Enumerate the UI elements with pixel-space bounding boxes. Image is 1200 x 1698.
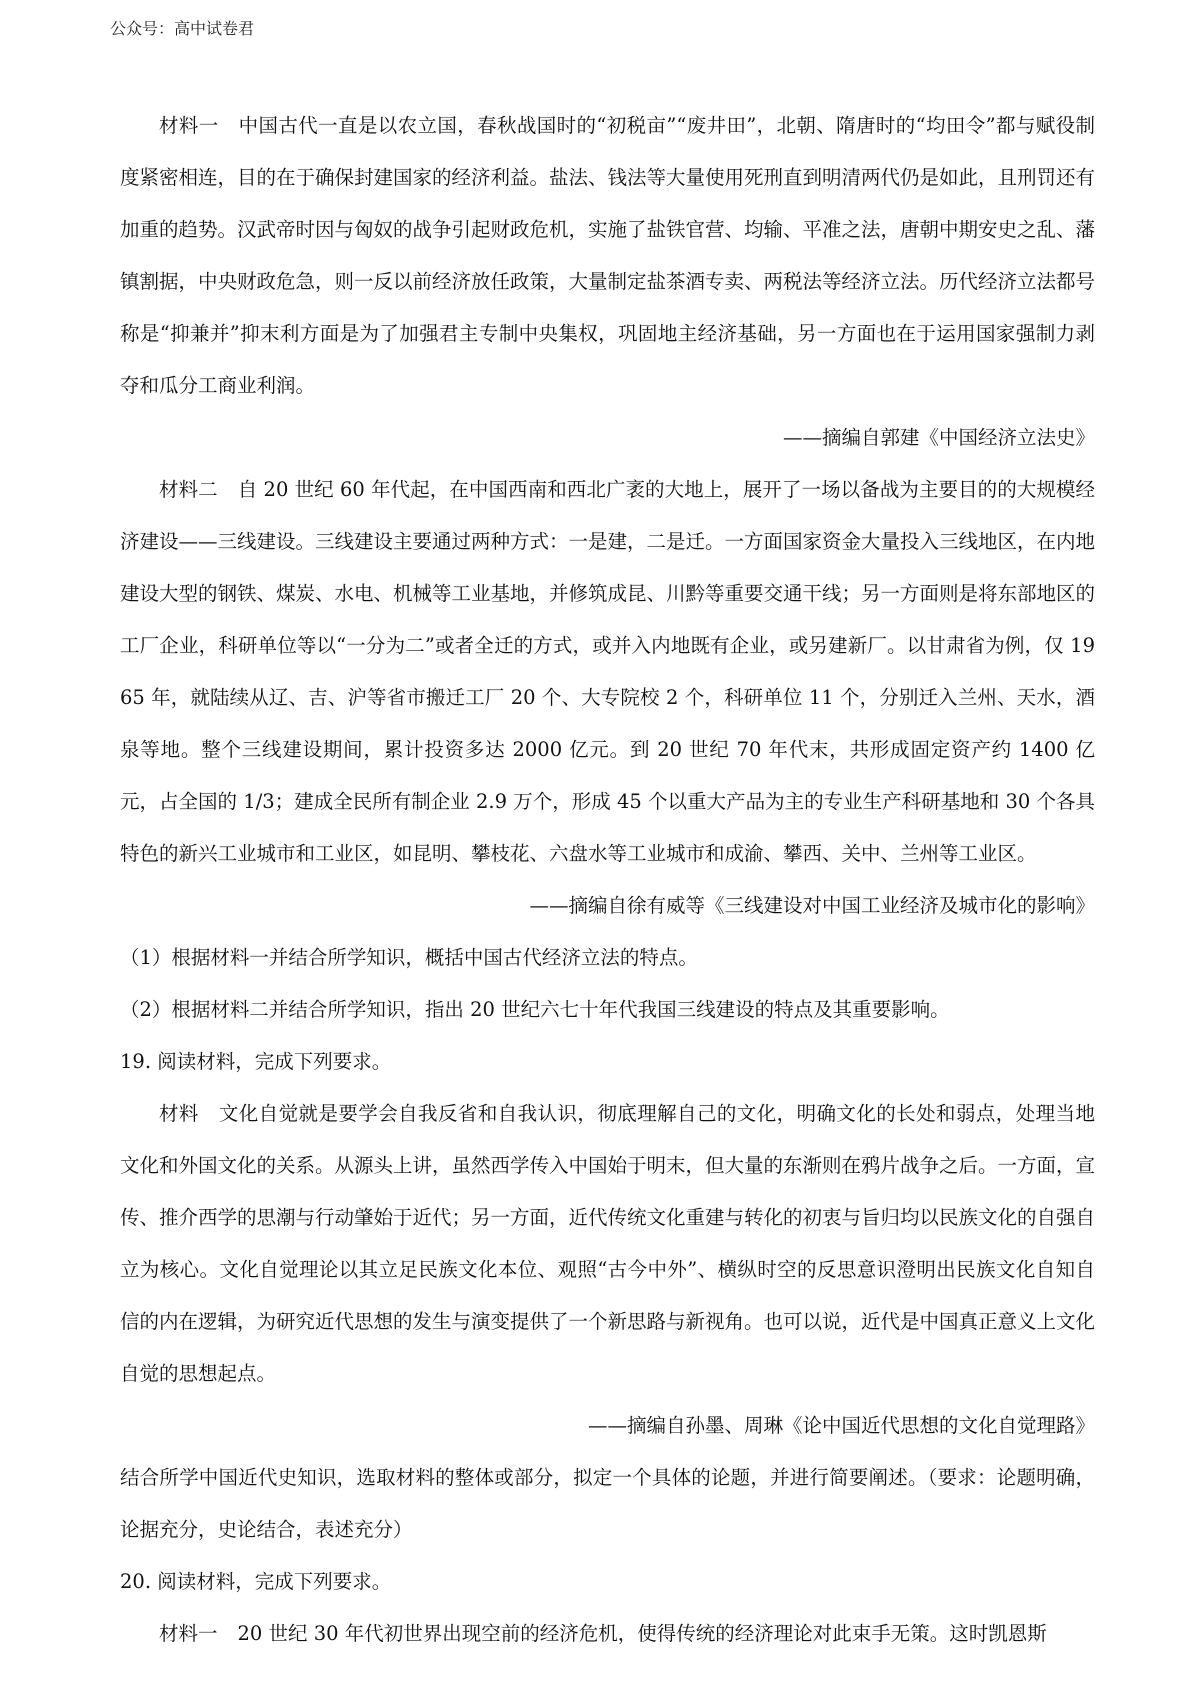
- material-label: 材料二: [159, 478, 218, 501]
- q19-title: 19. 阅读材料，完成下列要求。: [120, 1050, 392, 1073]
- material-label: 材料一: [159, 1622, 218, 1645]
- material-text: 文化自觉就是要学会自我反省和自我认识，彻底理解自己的文化，明确文化的长处和弱点，处理当地文化和外国文化的关系。从源头上讲，虽然西学传入中国始于明末，但大量的东渐则在鸦片战争之后。一方面，宣传、推介西学的思潮与行动肇始于近代；另一方面，近代传统文化重建与转化的初衷与旨归均以民族文化的自强自立为核心。文化自觉理论以其立足民族文化本位、观照“古今中外”、横纵时空的反思意识澄明出民族文化自知自信的内在逻辑，为研究近代思想的发生与演变提供了一个新思路与新视角。也可以说，近代是中国真正意义上文化自觉的思想起点。: [120, 1102, 1096, 1385]
- material-text: 20 世纪 30 年代初世界出现空前的经济危机，使得传统的经济理论对此束手无策。这时凯恩斯: [237, 1622, 1047, 1645]
- page-header: 公众号：高中试卷君: [110, 19, 255, 38]
- q18-subquestion-1: （1）根据材料一并结合所学知识，概括中国古代经济立法的特点。: [120, 946, 698, 969]
- q18-material-2-source: ——摘编自徐有威等《三线建设对中国工业经济及城市化的影响》: [529, 894, 1095, 917]
- material-label: 材料: [159, 1102, 199, 1125]
- q18-material-1-source: ——摘编自郭建《中国经济立法史》: [782, 426, 1095, 449]
- q20-title: 20. 阅读材料，完成下列要求。: [120, 1570, 392, 1593]
- q18-material-2: [120, 464, 1095, 880]
- q19-material-source: ——摘编自孙墨、周琳《论中国近代思想的文化自觉理路》: [587, 1414, 1095, 1437]
- q19-task: 结合所学中国近代史知识，选取材料的整体或部分，拟定一个具体的论题，并进行简要阐述。（要求：论题明确，论据充分，史论结合，表述充分）: [120, 1466, 1095, 1541]
- q18-material-1: [120, 100, 1095, 412]
- q18-subquestion-2: （2）根据材料二并结合所学知识，指出 20 世纪六七十年代我国三线建设的特点及其重要影响。: [120, 998, 950, 1021]
- q19-material: [120, 1088, 1095, 1400]
- document-body: [120, 100, 1095, 1660]
- material-text: 自 20 世纪 60 年代起，在中国西南和西北广袤的大地上，展开了一场以备战为主要目的的大规模经济建设——三线建设。三线建设主要通过两种方式：一是建，二是迁。一方面国家资金大量投入三线地区，在内地建设大型的钢铁、煤炭、水电、机械等工业基地，并修筑成昆、川黔等重要交通干线；另一方面则是将东部地区的工厂企业，科研单位等以“一分为二”或者全迁的方式，或并入内地既有企业，或另建新厂。以甘肃省为例，仅 1965 年，就陆续从辽、吉、沪等省市搬迁工厂 20 个、大专院校 2 个，科研单位 11 个，分别迁入兰州、天水，酒泉等地。整个三线建设期间，累计投资多达 2000 亿元。到 20 世纪 70 年代末，共形成固定资产约 1400 亿元，占全国的 1/3；建成全民所有制企业 2.9 万个，形成 45 个以重大产品为主的专业生产科研基地和 30 个各具特色的新兴工业城市和工业区，如昆明、攀枝花、六盘水等工业城市和成渝、攀西、关中、兰州等工业区。: [120, 478, 1096, 865]
- q20-material-1: [120, 1608, 1095, 1660]
- material-text: 中国古代一直是以农立国，春秋战国时的“初税亩”“废井田”，北朝、隋唐时的“均田令”都与赋役制度紧密相连，目的在于确保封建国家的经济利益。盐法、钱法等大量使用死刑直到明清两代仍是如此，且刑罚还有加重的趋势。汉武帝时因与匈奴的战争引起财政危机，实施了盐铁官营、均输、平准之法，唐朝中期安史之乱、藩镇割据，中央财政危急，则一反以前经济放任政策，大量制定盐茶酒专卖、两税法等经济立法。历代经济立法都号称是“抑兼并”抑末利方面是为了加强君主专制中央集权，巩固地主经济基础，另一方面也在于运用国家强制力剥夺和瓜分工商业利润。: [120, 114, 1096, 397]
- material-label: 材料一: [159, 114, 219, 137]
